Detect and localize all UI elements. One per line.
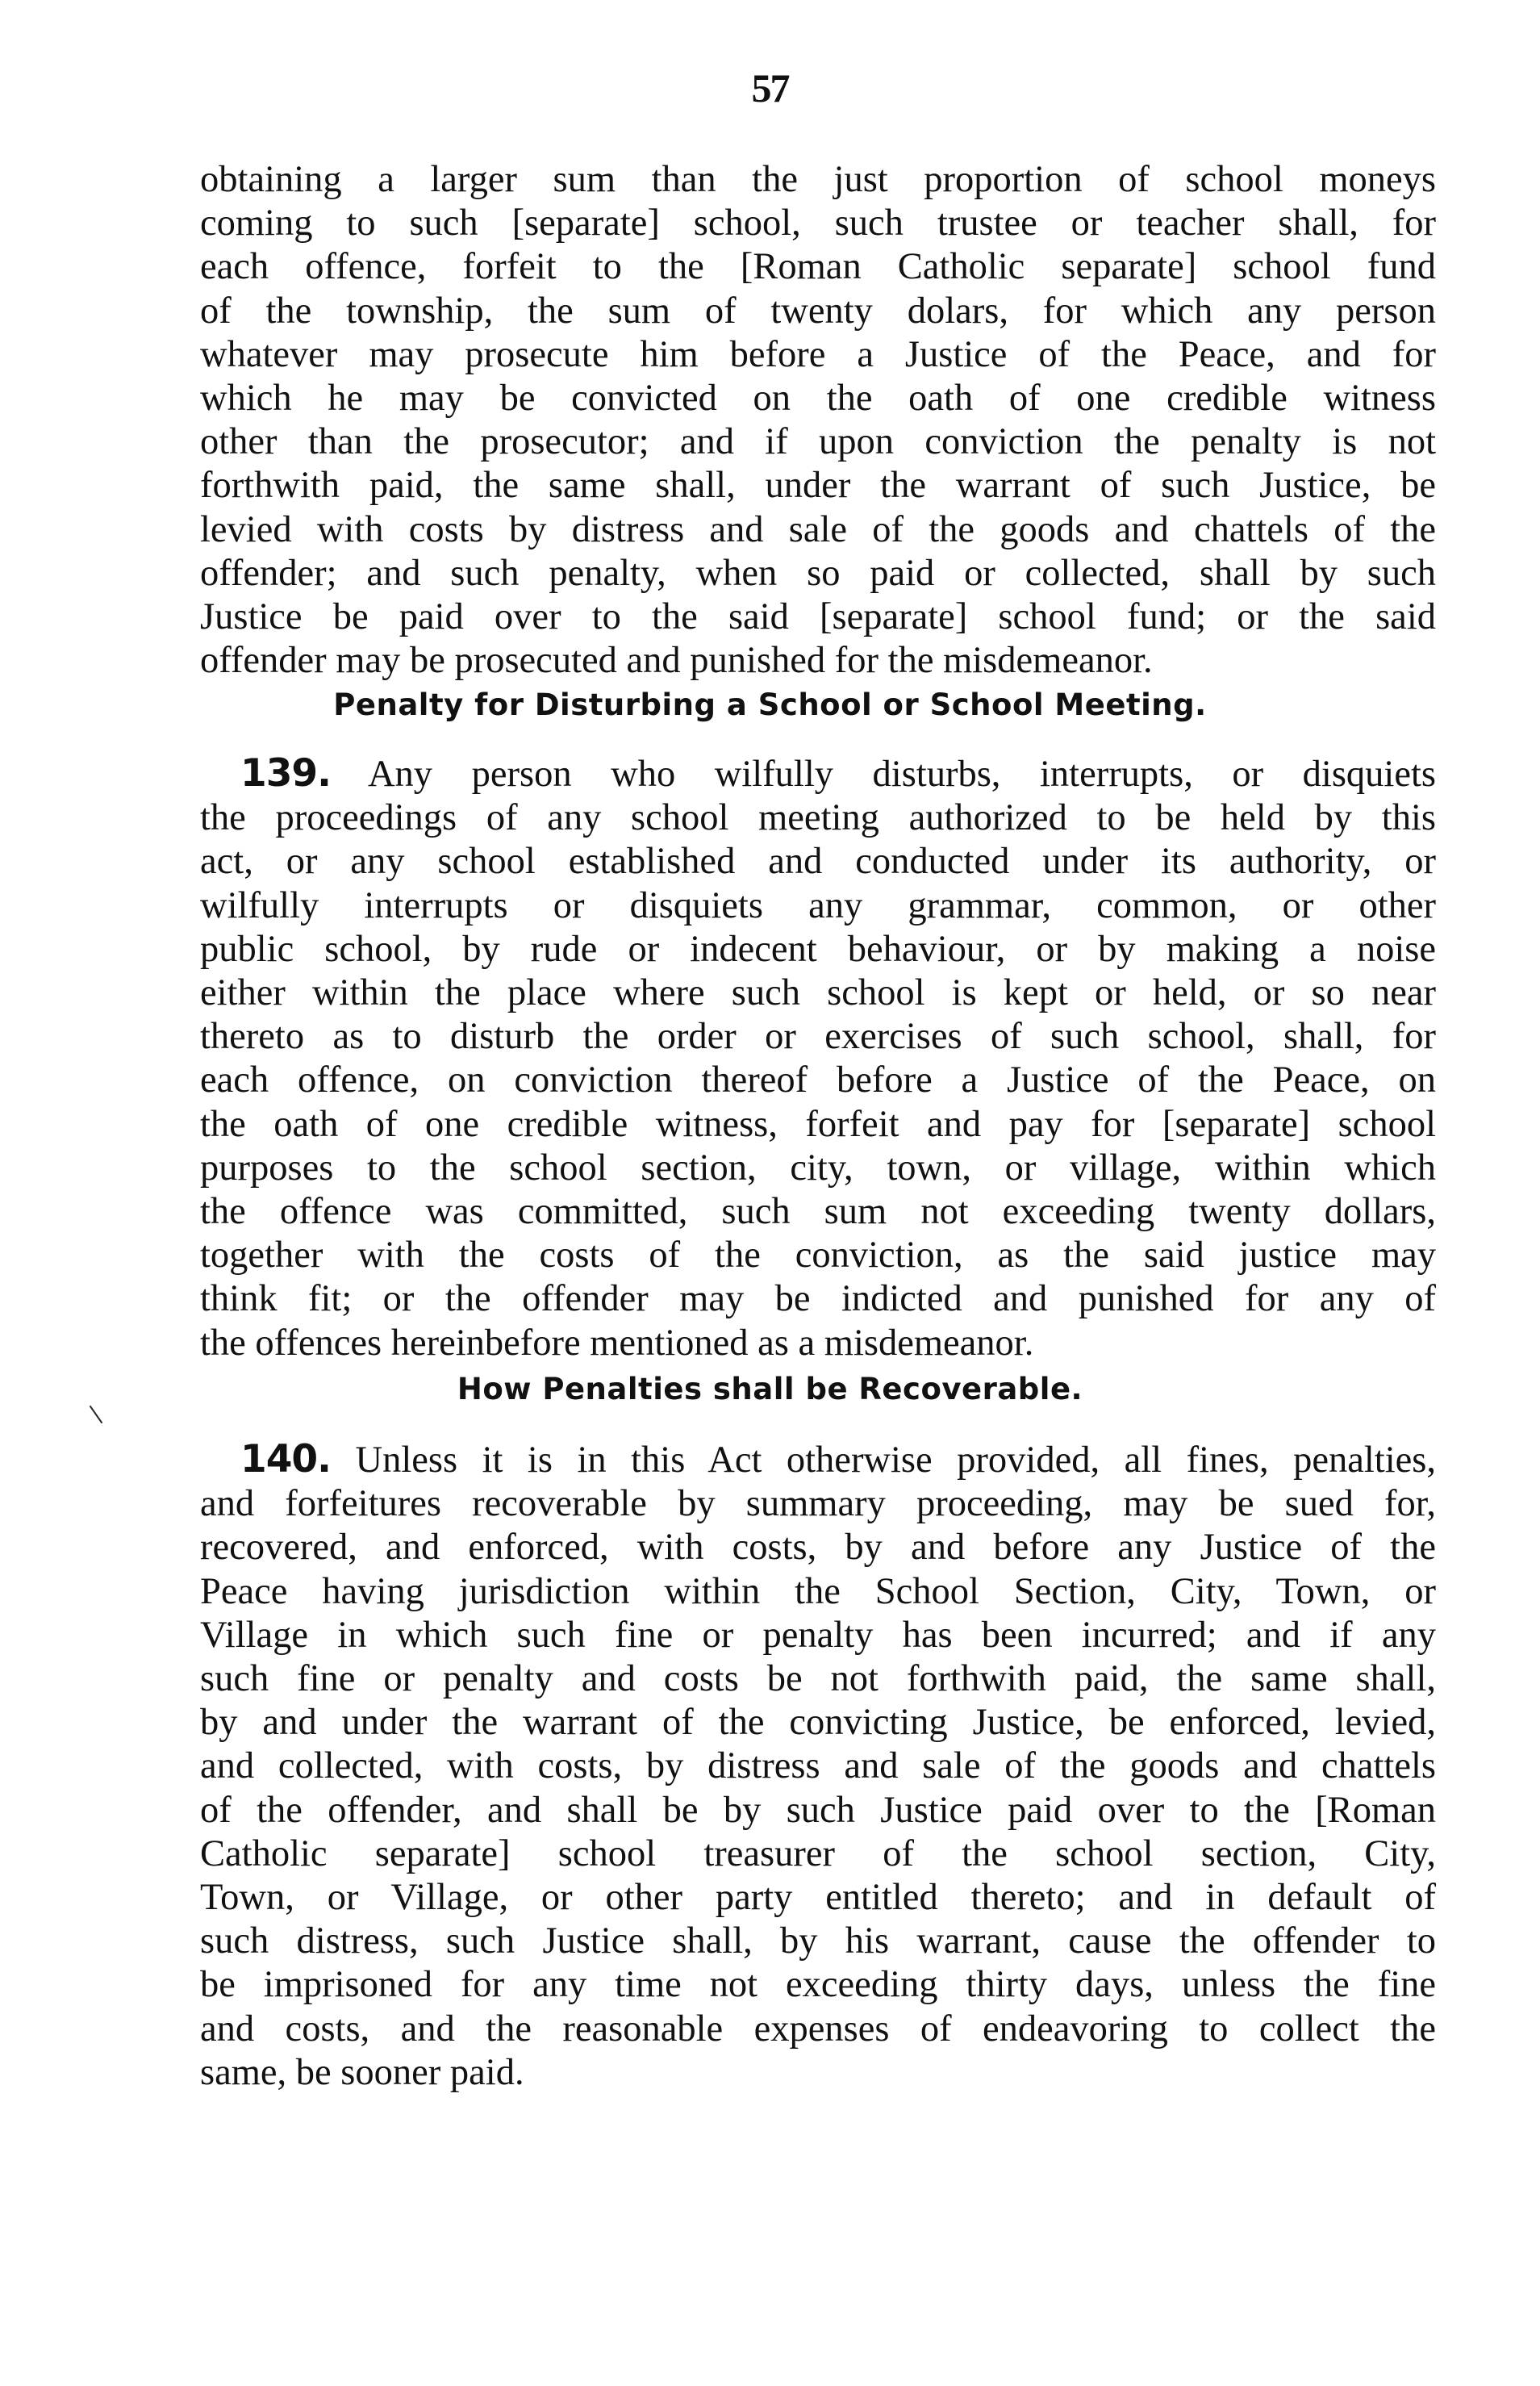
text-line: act, or any school established and conducted under its authority, or (200, 841, 1436, 883)
section-number: 140. (240, 1437, 331, 1481)
text-line: whatever may prosecute him before a Justice of the Peace, and for (200, 333, 1436, 375)
text-line: Village in which such fine or penalty has been incurred; and if any (200, 1614, 1436, 1656)
text-line: of the township, the sum of twenty dolars, for which any person (200, 290, 1436, 332)
text-line: Town, or Village, or other party entitled thereto; and in default of (200, 1877, 1436, 1919)
text-line: and collected, with costs, by distress and sale of the goods and chattels (200, 1745, 1436, 1787)
text-line: coming to such [separate] school, such trustee or teacher shall, for (200, 203, 1436, 244)
text-line: levied with costs by distress and sale of the goods and chattels of the (200, 508, 1436, 550)
text-line: obtaining a larger sum than the just proportion of school moneys (200, 159, 1436, 200)
text-line: such fine or penalty and costs be not forthwith paid, the same shall, (200, 1658, 1436, 1700)
stray-mark (90, 1406, 103, 1423)
text-line: Justice be paid over to the said [separate] school fund; or the said (200, 596, 1436, 638)
text-line: be imprisoned for any time not exceeding thirty days, unless the fine (200, 1964, 1436, 2006)
page-number: 57 (751, 65, 789, 111)
text-line: thereto as to disturb the order or exercises of such school, shall, for (200, 1016, 1436, 1058)
section-heading-penalty-disturbing: Penalty for Disturbing a School or School Meeting. (333, 687, 1207, 722)
text-line: by and under the warrant of the convicting Justice, be enforced, levied, (200, 1702, 1436, 1744)
section-140 (200, 1438, 1436, 2095)
text-line: the offences hereinbefore mentioned as a misdemeanor. (200, 1322, 1034, 1364)
text-line: each offence, forfeit to the [Roman Catholic separate] school fund (200, 246, 1436, 288)
text-line: recovered, and enforced, with costs, by and before any Justice of the (200, 1527, 1436, 1569)
paragraph-continuation (200, 158, 1436, 683)
text-line: which he may be convicted on the oath of one credible witness (200, 378, 1436, 420)
text-line: think fit; or the offender may be indicted and punished for any of (200, 1278, 1436, 1320)
section-heading-penalties-recoverable: How Penalties shall be Recoverable. (457, 1372, 1083, 1406)
text-line: other than the prosecutor; and if upon conviction the penalty is not (200, 421, 1436, 463)
text-line: of the offender, and shall be by such Justice paid over to the [Roman (200, 1789, 1436, 1831)
text-line: Catholic separate] school treasurer of the school section, City, (200, 1832, 1436, 1874)
text-line-first (200, 752, 1436, 796)
text-line: the proceedings of any school meeting authorized to be held by this (200, 797, 1436, 839)
text-line: either within the place where such school is kept or held, or so near (200, 972, 1436, 1014)
text-line: such distress, such Justice shall, by his warrant, cause the offender to (200, 1920, 1436, 1962)
text-line: purposes to the school section, city, town, or village, within which (200, 1147, 1436, 1189)
text-line: Peace having jurisdiction within the School Section, City, Town, or (200, 1570, 1436, 1612)
text-line: the offence was committed, such sum not exceeding twenty dollars, (200, 1191, 1436, 1233)
section-139 (200, 752, 1436, 1365)
text-line: offender may be prosecuted and punished for the misdemeanor. (200, 640, 1153, 682)
text-line: wilfully interrupts or disquiets any grammar, common, or other (200, 884, 1436, 926)
text-line: each offence, on conviction thereof before a Justice of the Peace, on (200, 1059, 1436, 1101)
text-line: together with the costs of the conviction, as the said justice may (200, 1235, 1436, 1277)
text-line: same, be sooner paid. (200, 2051, 524, 2093)
text-line: public school, by rude or indecent behaviour, or by making a noise (200, 928, 1436, 970)
text-line: Unless it is in this Act otherwise provided, all fines, penalties, (355, 1440, 1436, 1481)
text-line: and forfeitures recoverable by summary proceeding, may be sued for, (200, 1483, 1436, 1525)
text-line-first (200, 1438, 1436, 1482)
text-line: forthwith paid, the same shall, under the warrant of such Justice, be (200, 465, 1436, 507)
text-line: offender; and such penalty, when so paid or collected, shall by such (200, 552, 1436, 594)
text-line: the oath of one credible witness, forfeit and pay for [separate] school (200, 1103, 1436, 1145)
text-line: Any person who wilfully disturbs, interrupts, or disquiets (367, 754, 1436, 795)
text-line: and costs, and the reasonable expenses of endeavoring to collect the (200, 2008, 1436, 2050)
section-number: 139. (240, 751, 331, 796)
